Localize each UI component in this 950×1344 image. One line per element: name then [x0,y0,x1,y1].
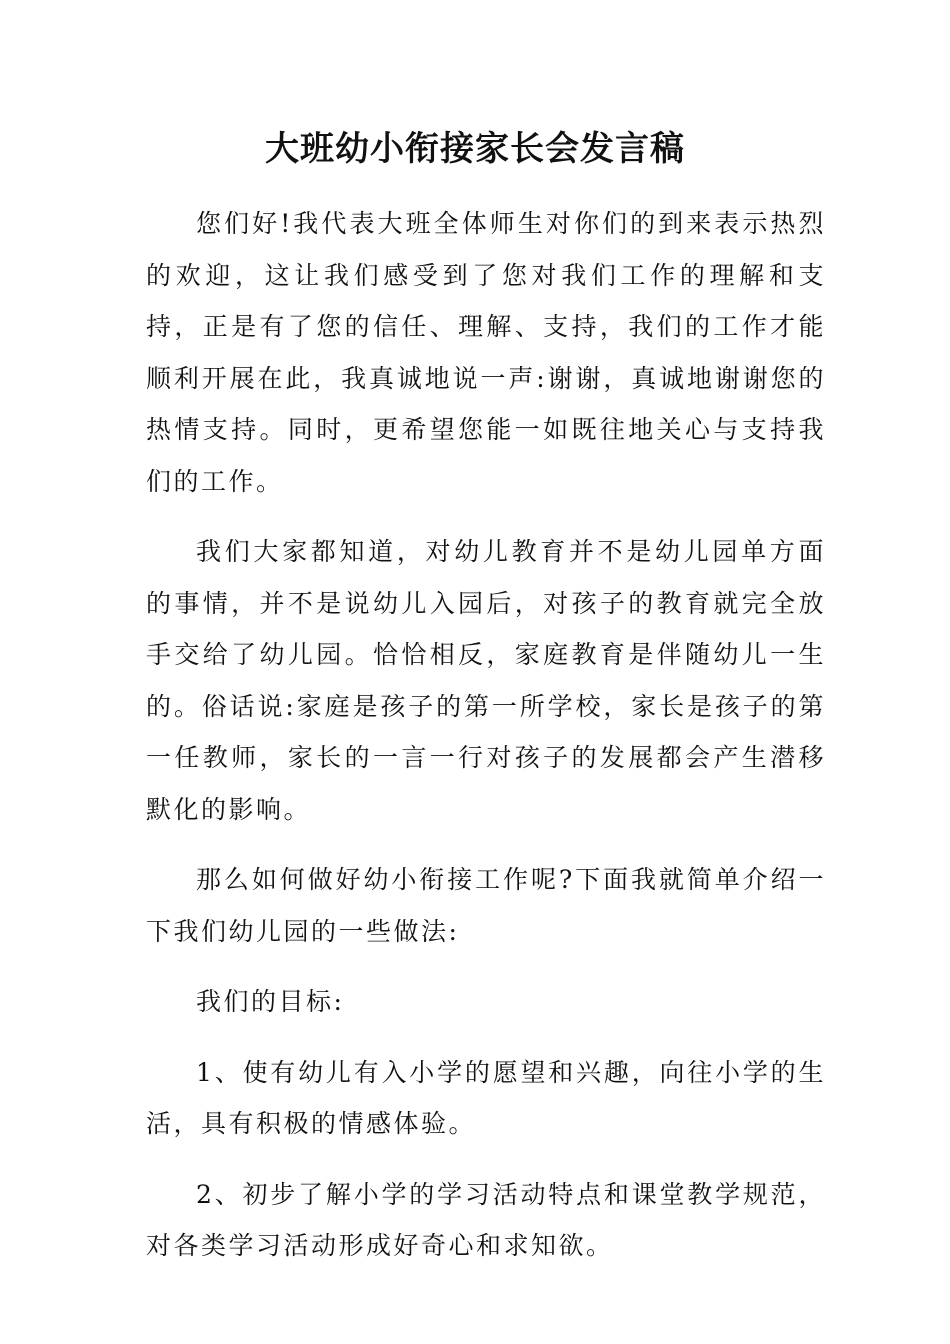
paragraph-greeting: 您们好!我代表大班全体师生对你们的到来表示热烈的欢迎，这让我们感受到了您对我们工作的理解和支持，正是有了您的信任、理解、支持，我们的工作才能顺利开展在此，我真诚地说一声:谢谢，真诚地谢谢您的热情支持。同时，更希望您能一如既往地关心与支持我们的工作。 [146,209,826,496]
paragraph-how-to: 那么如何做好幼小衔接工作呢?下面我就简单介绍一下我们幼儿园的一些做法: [146,865,826,946]
paragraph-goal-1: 1、使有幼儿有入小学的愿望和兴趣，向往小学的生活，具有积极的情感体验。 [146,1057,826,1138]
paragraph-goals-heading: 我们的目标: [196,987,345,1016]
document-title: 大班幼小衔接家长会发言稿 [265,129,685,169]
paragraph-family-education: 我们大家都知道，对幼儿教育并不是幼儿园单方面的事情，并不是说幼儿入园后，对孩子的教育就完全放手交给了幼儿园。恰恰相反，家庭教育是伴随幼儿一生的。俗话说:家庭是孩子的第一所学校，家长是孩子的第一任教师，家长的一言一行对孩子的发展都会产生潜移默化的影响。 [146,537,826,824]
document-body [146,198,826,1291]
paragraph-goal-2: 2、初步了解小学的学习活动特点和课堂教学规范，对各类学习活动形成好奇心和求知欲。 [146,1179,826,1260]
